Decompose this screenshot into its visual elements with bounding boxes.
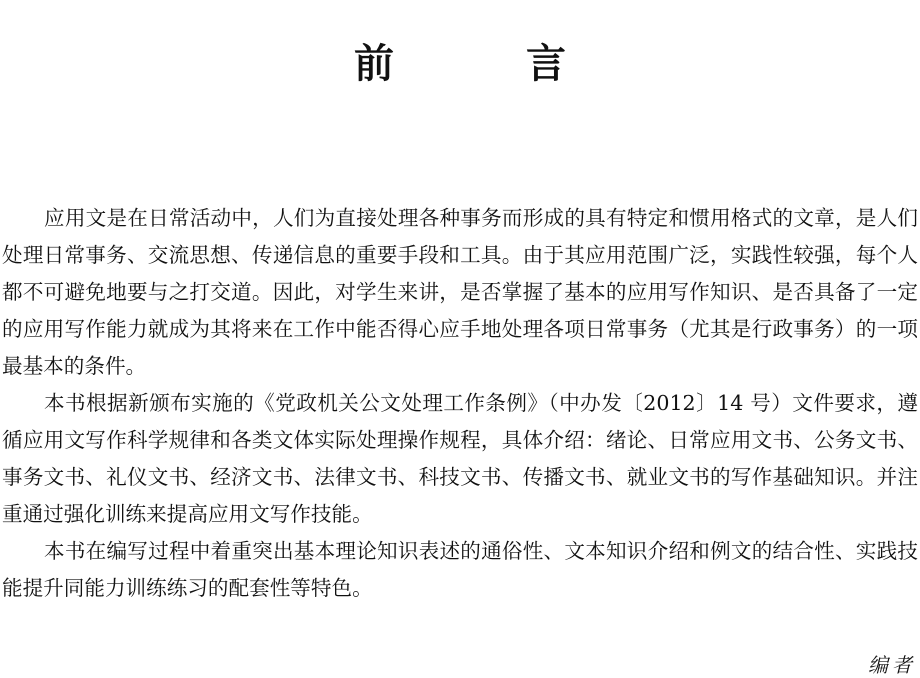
page-title: 前 言 [354, 40, 612, 87]
paragraph-1: 应用文是在日常活动中，人们为直接处理各种事务而形成的具有特定和惯用格式的文章，是人们处理日常事务、交流思想、传递信息的重要手段和工具。由于其应用范围广泛，实践性较强，每个人都不可避免地要与之打交道。因此，对学生来讲，是否掌握了基本的应用写作知识、是否具备了一定的应用写作能力就成为其将来在工作中能否得心应手地处理各项日常事务（尤其是行政事务）的一项最基本的条件。 [2, 206, 918, 378]
preface-body [2, 200, 918, 607]
author-signature: 编者 [868, 653, 916, 677]
paragraph-3: 本书在编写过程中着重突出基本理论知识表述的通俗性、文本知识介绍和例文的结合性、实践技能提升同能力训练练习的配套性等特色。 [2, 539, 918, 600]
paragraph-2: 本书根据新颁布实施的《党政机关公文处理工作条例》（中办发〔2012〕14 号）文件要求，遵循应用文写作科学规律和各类文体实际处理操作规程，具体介绍：绪论、日常应用文书、公务文书、事务文书、礼仪文书、经济文书、法律文书、科技文书、传播文书、就业文书的写作基础知识。并注重通过强化训练来提高应用文写作技能。 [2, 391, 918, 526]
